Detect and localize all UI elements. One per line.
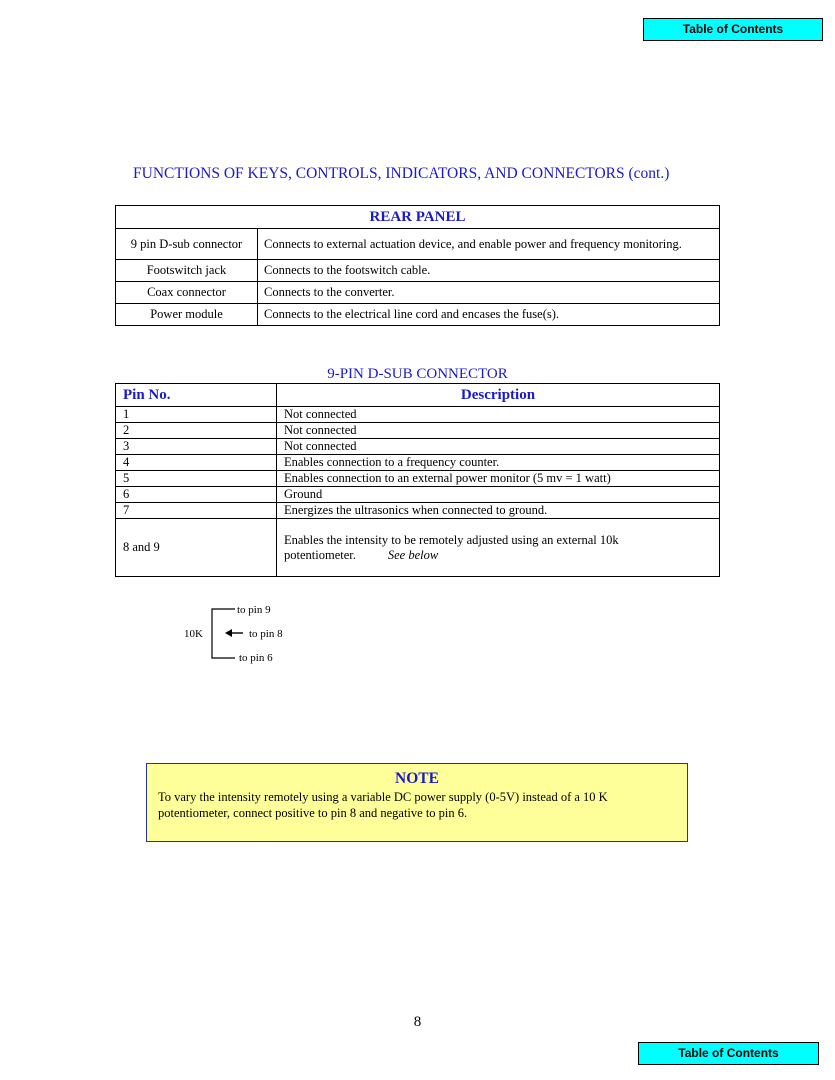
pin-table (115, 383, 720, 577)
table-row (116, 439, 720, 455)
connector-section-title: 9-PIN D-SUB CONNECTOR (327, 366, 508, 382)
rear-panel-item-desc: Connects to external actuation device, and enable power and frequency monitoring. (258, 229, 720, 260)
pin-number: 2 (116, 423, 277, 439)
wiper-arrow-icon (225, 629, 232, 637)
pin8-label: to pin 8 (249, 628, 283, 640)
pin-description: Enables connection to a frequency counter. (277, 455, 720, 471)
potentiometer-diagram (175, 598, 315, 670)
pin-number: 4 (116, 455, 277, 471)
pin-number: 6 (116, 487, 277, 503)
pin6-label: to pin 6 (239, 652, 273, 664)
rear-panel-item-name: Power module (116, 304, 258, 326)
pin-column-header: Pin No. (116, 384, 277, 407)
table-row (116, 229, 720, 260)
description-column-header: Description (277, 384, 720, 407)
pin-number: 8 and 9 (116, 519, 277, 577)
pin-description: Not connected (277, 407, 720, 423)
table-row (116, 471, 720, 487)
pin-description: Energizes the ultrasonics when connected to ground. (277, 503, 720, 519)
pin-description: Not connected (277, 439, 720, 455)
pin-number: 5 (116, 471, 277, 487)
table-of-contents-link-bottom[interactable]: Table of Contents (638, 1042, 819, 1065)
resistor-label: 10K (184, 628, 203, 640)
pin-description: Not connected (277, 423, 720, 439)
pin-number: 7 (116, 503, 277, 519)
note-box (146, 763, 688, 842)
note-text: To vary the intensity remotely using a variable DC power supply (0-5V) instead of a 10 K potentiometer, connect positive to pin 8 and negative to pin 6. (158, 790, 608, 820)
table-row (116, 407, 720, 423)
pin-number: 3 (116, 439, 277, 455)
table-row (116, 282, 720, 304)
table-row (116, 260, 720, 282)
pin-description: Enables connection to an external power monitor (5 mv = 1 watt) (277, 471, 720, 487)
pin-description: Ground (277, 487, 720, 503)
table-of-contents-link-top[interactable]: Table of Contents (643, 18, 823, 41)
rear-panel-item-desc: Connects to the converter. (258, 282, 720, 304)
table-row (116, 519, 720, 577)
page-number: 8 (413, 1014, 422, 1030)
rear-panel-item-desc: Connects to the electrical line cord and encases the fuse(s). (258, 304, 720, 326)
rear-panel-item-desc: Connects to the footswitch cable. (258, 260, 720, 282)
pin-number: 1 (116, 407, 277, 423)
note-title: NOTE (395, 770, 439, 787)
functions-section-title: FUNCTIONS OF KEYS, CONTROLS, INDICATORS, AND CONNECTORS (cont.) (133, 165, 670, 182)
rear-panel-table (115, 205, 720, 326)
pin-description (277, 519, 720, 577)
table-row (116, 503, 720, 519)
rear-panel-header: REAR PANEL (116, 206, 720, 229)
pin-description-text: Enables the intensity to be remotely adjusted using an external 10k potentiometer. (284, 532, 619, 562)
table-row (116, 487, 720, 503)
rear-panel-item-name: 9 pin D-sub connector (116, 229, 258, 260)
table-row (116, 423, 720, 439)
see-below-note: See below (387, 547, 439, 562)
table-row (116, 455, 720, 471)
rear-panel-item-name: Coax connector (116, 282, 258, 304)
rear-panel-item-name: Footswitch jack (116, 260, 258, 282)
pin9-label: to pin 9 (237, 604, 271, 616)
table-row (116, 304, 720, 326)
